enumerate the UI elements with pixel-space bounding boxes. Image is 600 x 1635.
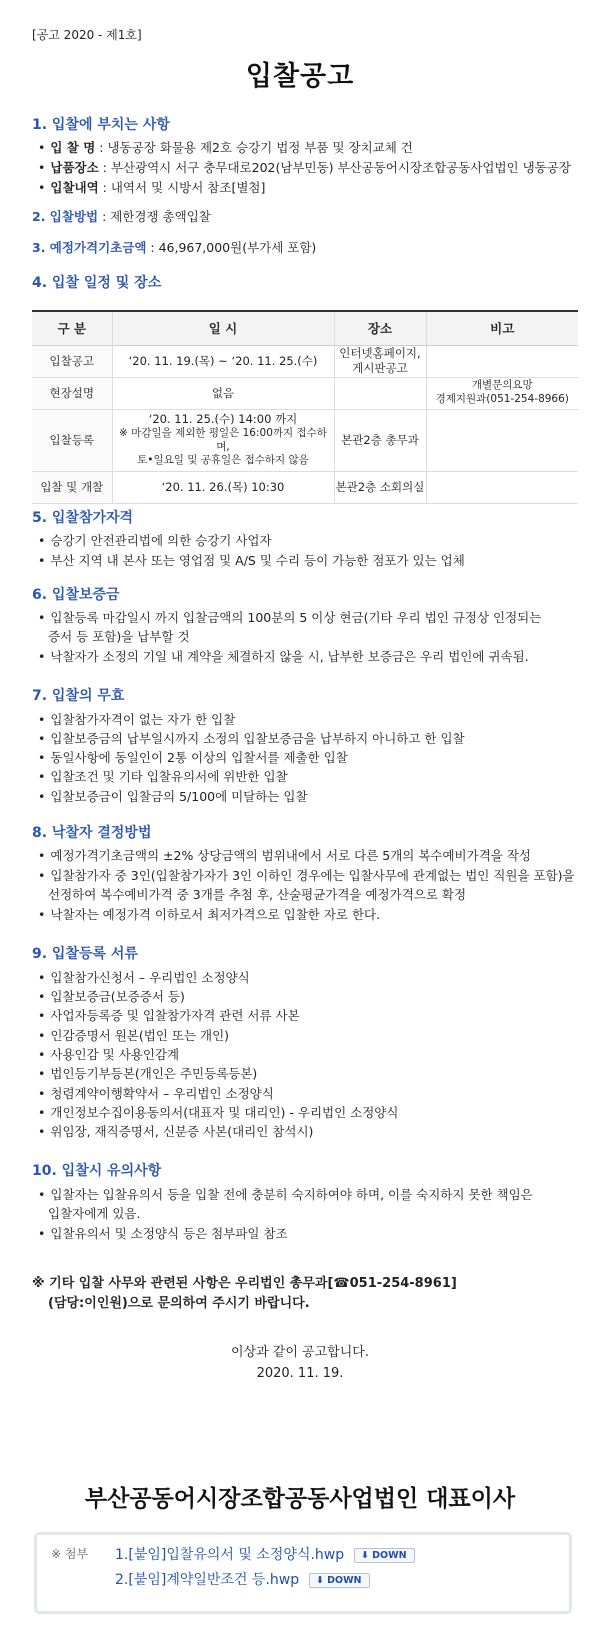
list-item: • 입찰보증금(보증증서 등) (38, 987, 185, 1005)
list-item: • 청렴계약이행확약서 – 우리법인 소정양식 (38, 1084, 274, 1102)
section-3-line (32, 238, 316, 256)
list-item: • 동일사항에 동일인이 2통 이상의 입찰서를 제출한 입찰 (38, 748, 348, 766)
table-cell (334, 377, 426, 409)
list-item: • 예정가격기초금액의 ±2% 상당금액의 범위내에서 서로 다른 5개의 복수예비가격을 작성 (38, 846, 531, 864)
section-9-heading: 9. 입찰등록 서류 (32, 946, 138, 962)
list-item: • 승강기 안전관리법에 의한 승강기 사업자 (38, 531, 272, 549)
table-cell: 본관2층 총무과 (334, 409, 426, 471)
list-item: • 낙찰자가 소정의 기일 내 계약을 체결하지 않을 시, 납부한 보증금은 우리 법인에 귀속됨. (38, 647, 529, 665)
list-item: • 입찰보증금이 입찰금의 5/100에 미달하는 입찰 (38, 787, 308, 805)
download-icon: ⬇ (361, 1550, 370, 1561)
table-cell: ‘20. 11. 19.(목) ~ ‘20. 11. 25.(수) (112, 345, 334, 377)
bid-details-label: 입찰내역 (50, 180, 99, 195)
schedule-table (32, 310, 578, 504)
list-item: • 낙찰자는 예정가격 이하로서 최저가격으로 입찰한 자로 한다. (38, 905, 380, 923)
section-1-heading: 1. 입찰에 부치는 사항 (32, 117, 170, 133)
table-row (32, 471, 578, 503)
column-header: 장소 (334, 311, 426, 345)
list-item: • 인감증명서 원본(법인 또는 개인) (38, 1026, 229, 1044)
table-cell: 입찰공고 (32, 345, 112, 377)
section-2-heading: 2. 입찰방법 (32, 209, 99, 224)
notice-date: 2020. 11. 19. (256, 1366, 344, 1381)
attachments-box (34, 1532, 572, 1614)
list-item: • 입찰유의서 및 소정양식 등은 첨부파일 참조 (38, 1224, 288, 1242)
table-cell: 본관2층 소회의실 (334, 471, 426, 503)
table-row (32, 377, 578, 409)
list-item: • 입찰자는 입찰유의서 등을 입찰 전에 충분히 숙지하여야 하며, 이를 숙지하지 못한 책임은 (38, 1185, 533, 1203)
table-cell (334, 345, 426, 377)
contact-note: ※ 기타 입찰 사무와 관련된 사항은 우리법인 총무과[☎051-254-8961] (32, 1276, 457, 1291)
datetime-note: ※ 마감일을 제외한 평일은 16:00까지 접수하며, (119, 427, 327, 453)
bid-method-value: : 제한경쟁 총액입찰 (98, 209, 211, 224)
table-cell (426, 345, 578, 377)
column-header: 일 시 (112, 311, 334, 345)
delivery-place-value: : 부산광역시 서구 충무대로202(남부민동) 부산공동어시장조합공동사업법인 냉동공장 (98, 160, 571, 175)
table-cell: 없음 (112, 377, 334, 409)
list-item: • 사업자등록증 및 입찰참가자격 관련 서류 사본 (38, 1006, 300, 1024)
list-item: • 입찰보증금의 납부일시까지 소정의 입찰보증금을 납부하지 아니하고 한 입찰 (38, 729, 465, 747)
section-2-line (32, 207, 211, 225)
section-5-heading: 5. 입찰참가자격 (32, 510, 134, 526)
section-6-heading: 6. 입찰보증금 (32, 587, 120, 603)
bid-name-value: : 냉동공장 화물용 제2호 승강기 법정 부품 및 장치교체 건 (95, 140, 413, 155)
attachment-link[interactable]: 2.[붙임]계약일반조건 등.hwp (115, 1572, 300, 1588)
list-item: • 법인등기부등본(개인은 주민등록등본) (38, 1064, 257, 1082)
delivery-place-label: 납품장소 (50, 160, 99, 175)
table-cell (112, 409, 334, 471)
note-line: 경제지원과(051-254-8966) (435, 393, 569, 405)
contact-note-continued: (담당:이인원)으로 문의하여 주시기 바랍니다. (48, 1296, 310, 1311)
table-row (32, 345, 578, 377)
bid-name-label: 입 찰 명 (50, 140, 96, 155)
column-header: 비고 (426, 311, 578, 345)
table-cell: 현장설명 (32, 377, 112, 409)
list-item: • 위임장, 재직증명서, 신분증 사본(대리인 참석시) (38, 1122, 313, 1140)
table-row (32, 409, 578, 471)
table-cell: ‘20. 11. 26.(목) 10:30 (112, 471, 334, 503)
list-item: • 입찰등록 마감일시 까지 입찰금액의 100분의 5 이상 현금(기타 우리 법인 규정상 인정되는 (38, 608, 541, 626)
place-line: 인터넷홈페이지, (339, 346, 421, 361)
list-item-continued: 입찰자에게 있음. (48, 1206, 141, 1221)
table-cell (426, 409, 578, 471)
bid-name-line (38, 138, 413, 156)
table-header-row (32, 311, 578, 345)
list-item: • 입찰참가신청서 – 우리법인 소정양식 (38, 968, 250, 986)
list-item: • 입찰참가자격이 없는 자가 한 입찰 (38, 710, 235, 728)
download-label: DOWN (327, 1575, 362, 1586)
table-cell: 입찰등록 (32, 409, 112, 471)
list-item: • 입찰참가자 중 3인(입찰참가자가 3인 이하인 경우에는 입찰사무에 관계없는 법인 직원을 포함)을 (38, 866, 575, 884)
page-title: 입찰공고 (245, 61, 355, 92)
signer-name: 부산공동어시장조합공동사업법인 대표이사 (84, 1486, 516, 1512)
section-3-heading: 3. 예정가격기초금액 (32, 240, 147, 255)
attachment-item (115, 1569, 370, 1589)
attachments-label: ※ 첨부 (51, 1547, 89, 1561)
column-header: 구 분 (32, 311, 112, 345)
list-item: • 입찰조건 및 기타 입찰유의서에 위반한 입찰 (38, 767, 288, 785)
closing-statement: 이상과 같이 공고합니다. (231, 1345, 369, 1360)
base-price-value: : 46,967,000원(부가세 포함) (146, 240, 317, 255)
table-cell: 입찰 및 개찰 (32, 471, 112, 503)
section-8-heading: 8. 낙찰자 결정방법 (32, 825, 152, 841)
place-line: 게시판공고 (352, 361, 408, 375)
datetime-line: ‘20. 11. 25.(수) 14:00 까지 (148, 412, 298, 427)
attachment-item (115, 1544, 415, 1564)
download-label: DOWN (372, 1550, 407, 1561)
section-7-heading: 7. 입찰의 무효 (32, 688, 125, 704)
section-10-heading: 10. 입찰시 유의사항 (32, 1163, 162, 1179)
section-4-heading: 4. 입찰 일정 및 장소 (32, 275, 162, 291)
list-item: • 개인정보수집이용동의서(대표자 및 대리인) - 우리법인 소정양식 (38, 1103, 398, 1121)
notice-number: [공고 2020 - 제1호] (32, 28, 142, 42)
note-line: 개별문의요망 (471, 379, 533, 392)
bid-details-line (38, 178, 265, 196)
attachment-link[interactable]: 1.[붙임]입찰유의서 및 소정양식.hwp (115, 1547, 345, 1563)
download-button[interactable] (309, 1573, 369, 1588)
bid-details-value: : 내역서 및 시방서 참조[별첨] (98, 180, 266, 195)
download-button[interactable] (354, 1548, 414, 1563)
table-cell (426, 377, 578, 409)
download-icon: ⬇ (316, 1575, 325, 1586)
list-item-continued: 증서 등 포함)을 납부할 것 (48, 629, 190, 644)
datetime-note: 토•일요일 및 공휴일은 접수하지 않음 (137, 454, 309, 467)
delivery-place-line (38, 158, 571, 176)
list-item: • 부산 지역 내 본사 또는 영업점 및 A/S 및 수리 등이 가능한 점포가 있는 업체 (38, 551, 465, 569)
list-item: • 사용인감 및 사용인감계 (38, 1045, 179, 1063)
list-item-continued: 선정하여 복수예비가격 중 3개를 추첨 후, 산술평균가격을 예정가격으로 확정 (48, 887, 467, 902)
table-cell (426, 471, 578, 503)
